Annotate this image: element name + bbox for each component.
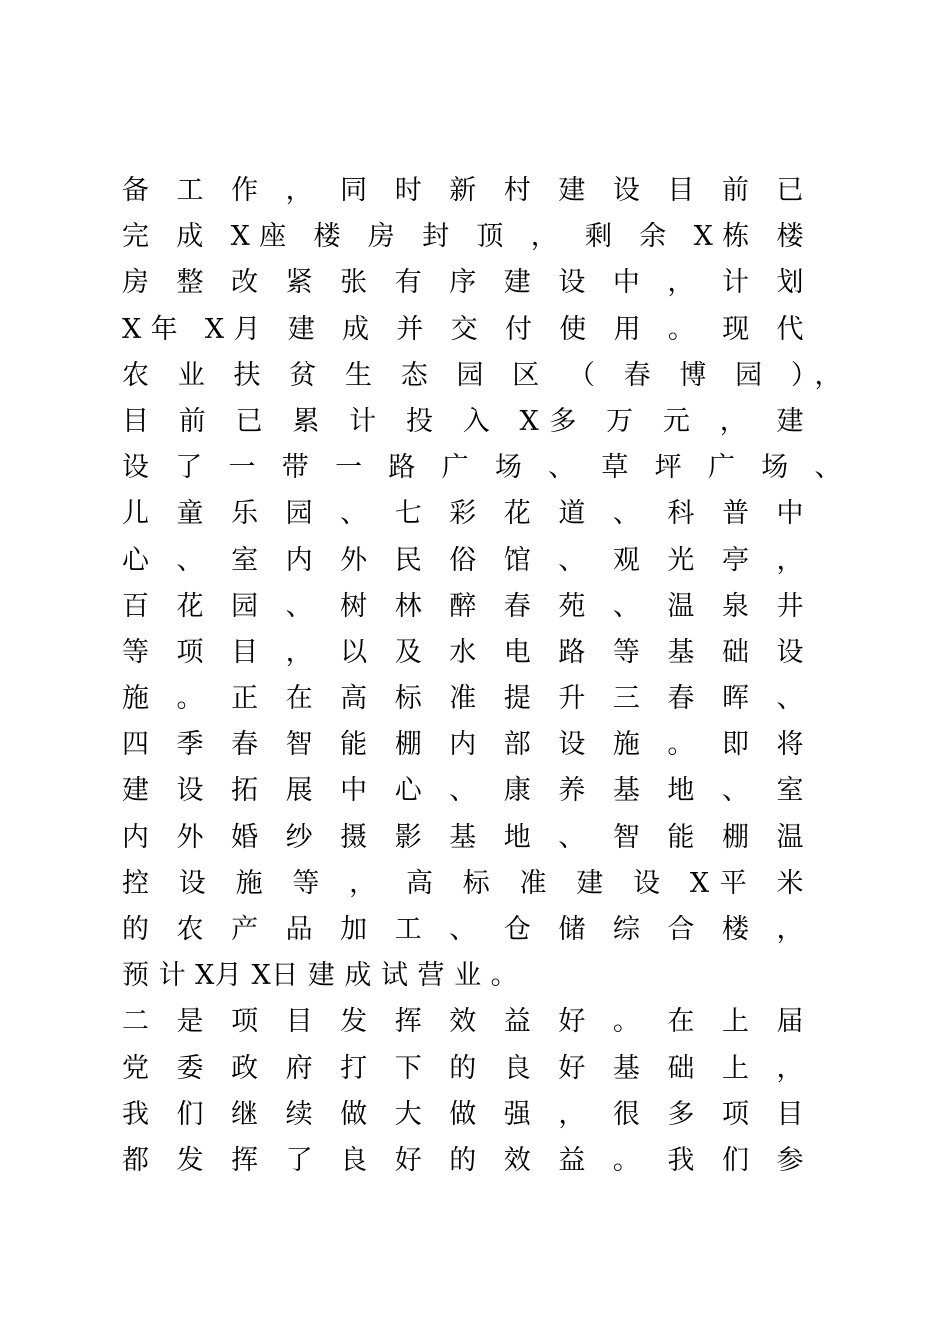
text-line-19: 二 是 项 目 发 挥 效 益 好 。 在 上 届 [122,1006,804,1038]
text-line-16: 控 设 施 等 ， 高 标 准 建 设 X平 米 [122,867,804,899]
text-line-21: 我 们 继 续 做 大 做 强 ， 很 多 项 目 [122,1098,804,1130]
text-line-10: 百 花 园 、 树 林 醉 春 苑 、 温 泉 井 [122,590,804,622]
text-line-22: 都 发 挥 了 良 好 的 效 益 。 我 们 参 [122,1144,804,1176]
text-line-12: 施 。 正 在 高 标 准 提 升 三 春 晖 、 [122,683,804,715]
text-line-6: 目 前 已 累 计 投 入 X多 万 元 ， 建 [122,405,804,437]
text-line-4: X年 X月 建 成 并 交 付 使 用 。 现 代 [122,313,804,345]
text-line-11: 等 项 目 ， 以 及 水 电 路 等 基 础 设 [122,636,804,668]
text-line-9: 心 、 室 内 外 民 俗 馆 、 观 光 亭 ， [122,544,804,576]
text-line-1: 备 工 作 ， 同 时 新 村 建 设 目 前 已 [122,175,804,206]
text-line-13: 四 季 春 智 能 棚 内 部 设 施 。 即 将 [122,729,804,761]
text-line-8: 儿 童 乐 园 、 七 彩 花 道 、 科 普 中 [122,498,804,530]
text-line-2: 完 成 X座 楼 房 封 顶 ， 剩 余 X栋 楼 [122,221,804,253]
text-line-14: 建 设 拓 展 中 心 、 康 养 基 地 、 室 [122,775,804,807]
text-line-7: 设 了 一 带 一 路 广 场 、 草 坪 广 场 、 [122,452,842,484]
text-line-15: 内 外 婚 纱 摄 影 基 地 、 智 能 棚 温 [122,821,804,853]
text-line-18: 预 计 X月 X日 建 成 试 营 业 。 [122,960,519,992]
body-text [122,168,862,1184]
text-line-17: 的 农 产 品 加 工 、 仓 储 综 合 楼 ， [122,914,804,945]
text-line-20: 党 委 政 府 打 下 的 良 好 基 础 上 ， [122,1052,804,1084]
text-line-3: 房 整 改 紧 张 有 序 建 设 中 ， 计 划 [122,267,804,299]
text-line-5: 农 业 扶 贫 生 态 园 区 （ 春 博 园 ）， [122,359,842,391]
